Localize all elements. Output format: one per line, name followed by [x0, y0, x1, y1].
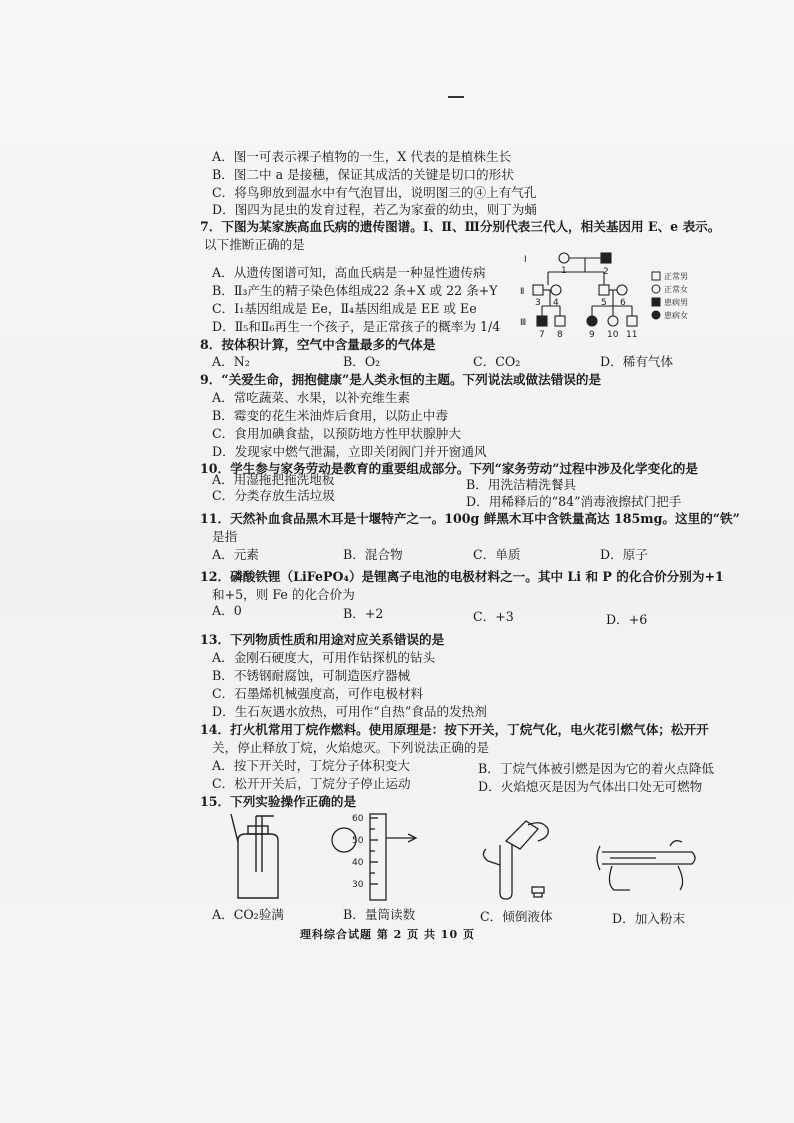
pedigree-num-11: 11	[626, 330, 638, 340]
cylinder-tick-50: 50	[352, 836, 364, 846]
legend-normal-female: 正常女	[664, 285, 688, 294]
q12-stem-cont: 和+5，则 Fe 的化合价为	[212, 587, 355, 602]
figure-co2-test	[226, 812, 286, 904]
q13-option-d: D．生石灰遇水放热，可用作“自热”食品的发热剂	[212, 704, 487, 719]
q11-option-a: A．元素	[212, 547, 259, 562]
q8-option-d: D．稀有气体	[600, 354, 674, 369]
legend-normal-male: 正常男	[664, 272, 688, 281]
q14-stem-cont: 关，停止释放丁烷，火焰熄灭。下列说法正确的是	[212, 740, 490, 755]
q9-option-b: B．霉变的花生米油炸后食用，以防止中毒	[212, 408, 448, 423]
q15-stem: 15．下列实验操作正确的是	[200, 794, 357, 809]
cylinder-tick-30: 30	[352, 880, 364, 890]
q7-option-a: A．从遗传图谱可知，高血氏病是一种显性遗传病	[212, 265, 486, 280]
q15-option-a: A．CO₂验满	[212, 907, 284, 922]
q6-option-d: D．图四为昆虫的发育过程，若乙为家蚕的幼虫，则丁为蛹	[212, 202, 537, 217]
q6-option-b: B．图二中 a 是接穗，保证其成活的关键是切口的形状	[212, 167, 514, 182]
figure-pouring-liquid	[476, 815, 566, 905]
q8-option-a: A．N₂	[212, 354, 250, 369]
q12-option-d: D．+6	[606, 612, 648, 627]
q13-option-b: B．不锈钢耐腐蚀，可制造医疗器械	[212, 668, 411, 683]
q7-stem: 7．下图为某家族高血氏病的遗传图谱。Ⅰ、Ⅱ、Ⅲ分别代表三代人，相关基因用 E、e 表示。	[200, 219, 721, 234]
q9-option-c: C．食用加碘食盐，以预防地方性甲状腺肿大	[212, 426, 461, 441]
q14-option-c: C．松开开关后，丁烷分子停止运动	[212, 776, 411, 791]
legend-affected-female: 患病女	[664, 311, 688, 320]
cylinder-tick-40: 40	[352, 858, 364, 868]
pedigree-num-7: 7	[539, 330, 545, 340]
pedigree-num-5: 5	[601, 298, 607, 308]
legend-affected-male: 患病男	[664, 298, 688, 307]
q6-option-c: C．将鸟卵放到温水中有气泡冒出，说明图三的④上有气孔	[212, 185, 537, 200]
gen-label-2: Ⅱ	[520, 287, 525, 297]
q9-stem: 9．“关爱生命，拥抱健康”是人类永恒的主题。下列说法或做法错误的是	[200, 372, 602, 387]
top-mark	[448, 96, 464, 98]
q14-option-b: B．丁烷气体被引燃是因为它的着火点降低	[478, 761, 714, 776]
q12-option-c: C．+3	[473, 609, 514, 624]
q10-option-d: D．用稀释后的“84”消毒液擦拭门把手	[466, 494, 682, 509]
q14-option-d: D．火焰熄灭是因为气体出口处无可燃物	[478, 779, 703, 794]
q7-stem-cont: 以下推断正确的是	[204, 237, 305, 252]
pedigree-num-9: 9	[589, 330, 595, 340]
q10-stem: 10．学生参与家务劳动是教育的重要组成部分。下列“家务劳动”过程中涉及化学变化的是	[200, 461, 698, 476]
q11-option-c: C．单质	[473, 547, 521, 562]
q10-option-a: A．用湿拖把拖洗地板	[212, 472, 335, 487]
q13-option-c: C．石墨烯机械强度高，可作电极材料	[212, 686, 424, 701]
q13-option-a: A．金刚石硬度大，可用作钻探机的钻头	[212, 650, 436, 665]
gen-label-3: Ⅲ	[520, 318, 527, 328]
pedigree-num-3: 3	[535, 298, 541, 308]
q6-option-a: A．图一可表示裸子植物的一生，X 代表的是植株生长	[212, 149, 512, 164]
q11-stem-cont: 是指	[212, 529, 238, 544]
q9-option-d: D．发现家中燃气泄漏，立即关闭阀门并开窗通风	[212, 444, 487, 459]
q7-option-b: B．Ⅱ₃产生的精子染色体组成22 条+X 或 22 条+Y	[212, 283, 498, 298]
q13-stem: 13．下列物质性质和用途对应关系错误的是	[200, 632, 445, 647]
cylinder-tick-60: 60	[352, 814, 364, 824]
pedigree-num-6: 6	[620, 298, 626, 308]
q10-option-c: C．分类存放生活垃圾	[212, 488, 335, 503]
q8-option-c: C．CO₂	[473, 354, 521, 369]
q9-option-a: A．常吃蔬菜、水果，以补充维生素	[212, 390, 411, 405]
q11-option-d: D．原子	[600, 547, 648, 562]
pedigree-num-10: 10	[607, 330, 619, 340]
q7-option-c: C．Ⅰ₁基因组成是 Ee，Ⅱ₄基因组成是 EE 或 Ee	[212, 301, 477, 316]
q8-stem: 8．按体积计算，空气中含量最多的气体是	[200, 337, 436, 352]
pedigree-num-2: 2	[603, 267, 609, 277]
q11-stem: 11．天然补血食品黑木耳是十堰特产之一。100g 鲜黑木耳中含铁量高达 185mg。这里的“铁”	[200, 511, 740, 526]
pedigree-num-4: 4	[553, 298, 559, 308]
q8-option-b: B．O₂	[343, 354, 381, 369]
page-footer: 理科综合试题 第 2 页 共 10 页	[300, 928, 475, 941]
figure-cylinder-reading	[330, 810, 426, 906]
q11-option-b: B．混合物	[343, 547, 403, 562]
q15-option-c: C．倾倒液体	[480, 909, 553, 924]
gen-label-1: Ⅰ	[524, 255, 527, 265]
q15-option-d: D．加入粉末	[612, 911, 686, 926]
q7-option-d: D．Ⅱ₅和Ⅱ₆再生一个孩子，是正常孩子的概率为 1/4	[212, 319, 501, 334]
q10-option-b: B．用洗洁精洗餐具	[466, 477, 577, 492]
q14-option-a: A．按下开关时，丁烷分子体积变大	[212, 758, 411, 773]
pedigree-diagram	[520, 248, 700, 344]
figure-adding-powder	[596, 826, 700, 896]
q15-option-b: B．量筒读数	[343, 907, 416, 922]
q12-option-a: A．0	[212, 603, 242, 618]
pedigree-num-1: 1	[561, 266, 567, 276]
q14-stem: 14．打火机常用丁烷作燃料。使用原理是：按下开关，丁烷气化，电火花引燃气体；松开开	[200, 722, 709, 737]
pedigree-num-8: 8	[557, 330, 563, 340]
q12-stem: 12．磷酸铁锂（LiFePO₄）是锂离子电池的电极材料之一。其中 Li 和 P 的化合价分别为+1	[200, 569, 724, 584]
q12-option-b: B．+2	[343, 606, 384, 621]
